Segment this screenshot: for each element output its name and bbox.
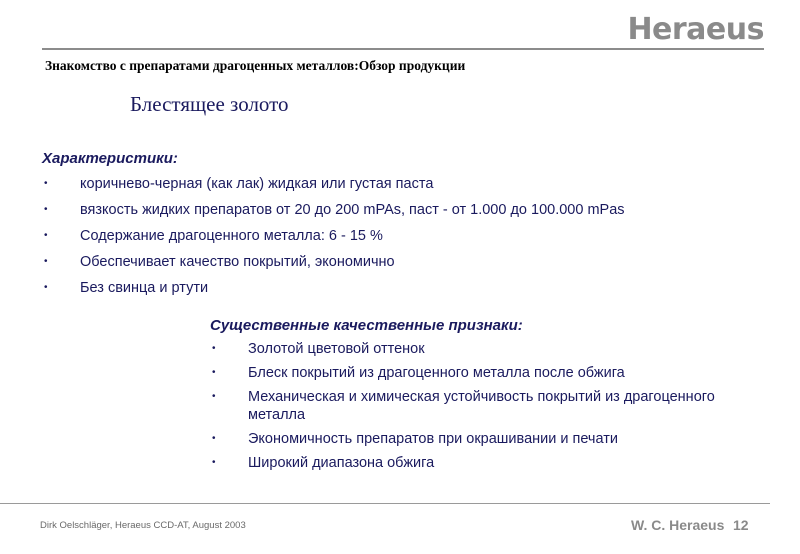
bullet-icon: • [212, 391, 216, 402]
bullet-icon: • [44, 230, 48, 241]
list-item-text: Обеспечивает качество покрытий, экономично [80, 254, 395, 270]
quality-features-heading: Существенные качественные признаки: [210, 317, 523, 334]
page-number: 12 [733, 517, 749, 533]
list-item-text: Золотой цветовой оттенок [248, 341, 425, 357]
footer-author: Dirk Oelschläger, Heraeus CCD-AT, August 2003 [40, 520, 246, 531]
characteristics-block [42, 150, 625, 297]
list-item [210, 364, 758, 382]
page-title: Блестящее золото [130, 92, 289, 116]
list-item [42, 253, 625, 271]
list-item-text: Широкий диапазона обжига [248, 455, 435, 471]
list-item-text: вязкость жидких препаратов от 20 до 200 mPAs, паст - от 1.000 до 100.000 mPas [80, 202, 625, 218]
list-item [42, 279, 625, 297]
bullet-icon: • [212, 343, 216, 354]
quality-features-list [210, 340, 758, 472]
bullet-icon: • [44, 204, 48, 215]
quality-features-block [210, 317, 758, 472]
list-item [210, 430, 758, 448]
bullet-icon: • [212, 457, 216, 468]
list-item [42, 201, 625, 219]
header-divider [42, 48, 764, 50]
characteristics-list [42, 175, 625, 297]
bullet-icon: • [212, 367, 216, 378]
footer-divider [0, 503, 770, 504]
bullet-icon: • [44, 256, 48, 267]
list-item-text: Блеск покрытий из драгоценного металла после обжига [248, 365, 625, 381]
bullet-icon: • [44, 282, 48, 293]
list-item [42, 227, 625, 245]
footer-brand: W. C. Heraeus [631, 517, 725, 533]
characteristics-heading: Характеристики: [42, 150, 178, 167]
heraeus-logo: Heraeus [627, 12, 764, 47]
list-item-text: Экономичность препаратов при окрашивании и печати [248, 431, 618, 447]
list-item-text: Механическая и химическая устойчивость покрытий из драгоценного металла [248, 389, 715, 423]
list-item [210, 340, 758, 358]
list-item-text: коричнево-черная (как лак) жидкая или густая паста [80, 176, 434, 192]
list-item-text: Содержание драгоценного металла: 6 - 15 % [80, 228, 383, 244]
list-item [210, 454, 758, 472]
list-item [42, 175, 625, 193]
list-item-text: Без свинца и ртути [80, 280, 209, 296]
section-title: Знакомство с препаратами драгоценных металлов:Обзор продукции [45, 58, 466, 73]
bullet-icon: • [212, 433, 216, 444]
bullet-icon: • [44, 178, 48, 189]
list-item [210, 388, 758, 424]
